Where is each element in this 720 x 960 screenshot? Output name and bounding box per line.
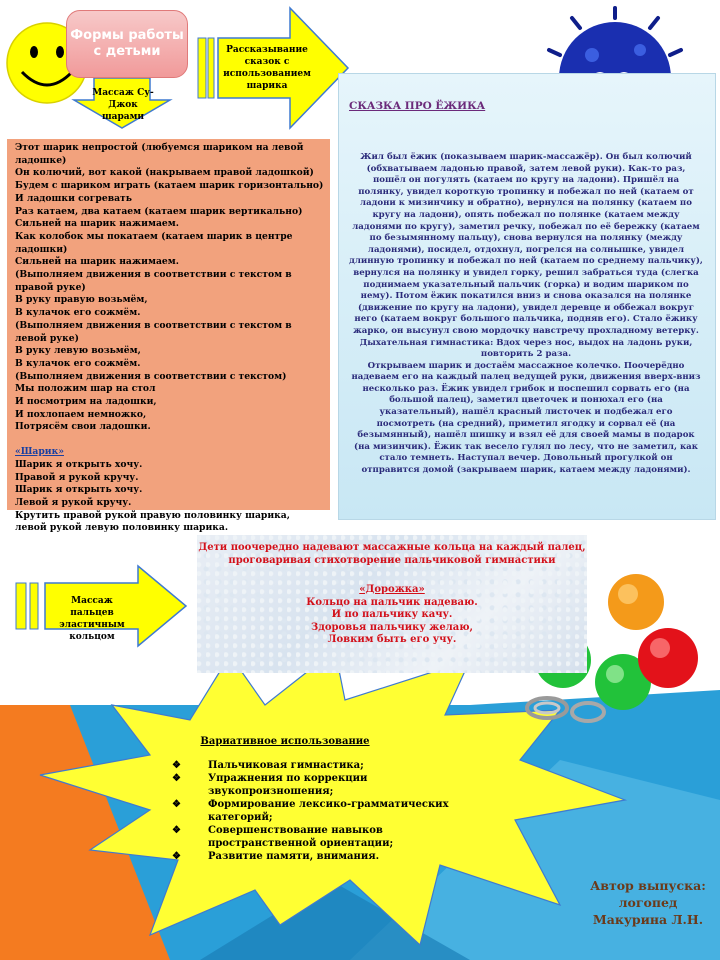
poem-line: Мы положим шар на стол [15, 383, 156, 395]
variative-item-text: Развитие памяти, внимания. [208, 851, 380, 862]
poem-line: Шарик я открыть хочу. [15, 458, 143, 470]
variative-item [170, 798, 450, 824]
variative-item-text: Формирование лексико-грамматических категорий; [208, 799, 449, 823]
poem-line: В кулачок его сожмём. [15, 357, 141, 369]
arrow-massage-label: Массаж Су-Джок шарами [92, 88, 154, 122]
arrow-story-label: Рассказывание сказок с использованием шарика [223, 45, 311, 91]
poem-line: Раз катаем, два катаем (катаем шарик вертикально) [15, 205, 303, 217]
poem-line: Сильней на шарик нажимаем. [15, 218, 179, 230]
variative-list [170, 759, 450, 863]
finger-poem-line: И по пальчику качу. [331, 609, 453, 620]
page-title [66, 10, 188, 78]
poem-line: Сильней на шарик нажимаем. [15, 256, 179, 268]
arrow-finger-stripe-1 [16, 583, 26, 629]
poem-line: (Выполняем движения в соответствии с текстом в правой руке) [15, 269, 292, 293]
diamond-bullet-icon: ❖ [172, 825, 181, 836]
finger-intro: Дети поочередно надевают массажные кольца на каждый палец, проговаривая стихотворение пальчиковой гимнастики [198, 542, 586, 566]
poem-line: (Выполняем движения в соответствии с текстом) [15, 370, 287, 382]
variative-item-text: Совершенствование навыков пространственной ориентации; [208, 825, 394, 849]
finger-poem-line: Ловким быть его учу. [327, 634, 457, 645]
poem-line: И ладошки согревать [15, 192, 132, 204]
variative-item-text: Пальчиковая гимнастика; [208, 760, 364, 771]
story-box [338, 73, 716, 520]
poem-line: (Выполняем движения в соответствии с текстом в левой руке) [15, 319, 292, 344]
variative-item [170, 772, 450, 798]
poem-lines-b [15, 459, 324, 535]
variative-item [170, 824, 450, 850]
finger-poem-line: Кольцо на пальчик надеваю. [306, 596, 478, 608]
poem-line: И похлопаем немножко, [15, 408, 147, 420]
poem-line: Как колобок мы покатаем (катаем шарик в центре ладошки) [15, 230, 293, 255]
massage-poem-box [7, 139, 330, 534]
variative-title: Вариативное использование [200, 736, 370, 747]
variative-item-text: Упражнения по коррекции звукопроизношения; [208, 773, 368, 797]
arrow-finger-stripe-2 [30, 583, 38, 629]
arrow-story-stripe-1 [198, 38, 206, 98]
story-paragraph: Жил был ёжик (показываем шарик-массажёр). Он был колючий (обхватываем ладонью правой, затем левой руки). Как-то раз, пошёл он погулять (катаем по кругу на ладони). Пришёл на полянку, увидел короткую тропинку и побежал по ней (катаем от ладони к мизинчику и обратно), вернулся на полянку (катаем по кругу на ладони), опять побежал по полянке (катаем между ладонями по кругу), заметил речку, побежал по её бережку (катаем по безымянному пальцу), снова вернулся на полянку (между ладонями), посидел, отдохнул, погрелся на солнышке, увидел длинную тропинку и побежал по ней (катаем по среднему пальчику), вернулся на полянку и увидел горку, решил забраться туда (слегка поднимаем указательный пальчик (горка) и водим шариком по нему). Потом ёжик покатился вниз и снова оказался на полянке (движение по кругу на ладони), увидел деревце и оббежал вокруг него (катаем вокруг большого пальчика, подняв его). Стало ёжику жарко, он высунул свою мордочку навстречу прохладному ветерку. [349, 152, 703, 336]
author-line-2: логопед [618, 895, 678, 910]
poem-lines-a [15, 142, 324, 434]
author-line-3: Макурина Л.Н. [592, 912, 704, 927]
poem-line: Крутить правой рукой правую половинку шарика, левой рукой левую половинку шарика. [15, 509, 290, 534]
poem-line: В кулачок его сожмём. [15, 307, 141, 319]
variative-item [170, 850, 450, 863]
poem-line: И посмотрим на ладошки, [15, 396, 157, 408]
author-block [583, 877, 713, 928]
story-paragraph: Дыхательная гимнастика: Вдох через нос, выдох на ладонь руки, повторить 2 раза. [359, 337, 693, 360]
poem-line: Левой я рукой кручу. [15, 496, 132, 508]
arrow-story-stripe-2 [208, 38, 214, 98]
poem-line: Будем с шариком играть (катаем шарик горизонтально) [15, 180, 324, 192]
poem-line: В руку правую возьмём, [15, 294, 148, 306]
poem-subtitle: «Шарик» [15, 446, 64, 458]
arrow-finger-label: Массаж пальцев эластичным кольцом [59, 596, 125, 642]
diamond-bullet-icon: ❖ [172, 851, 181, 862]
poem-line: Потрясём свои ладошки. [15, 421, 151, 433]
variative-use [170, 736, 450, 863]
poem-line: Этот шарик непростой (любуемся шариком на левой ладошке) [15, 142, 304, 166]
diamond-bullet-icon: ❖ [172, 799, 181, 810]
diamond-bullet-icon: ❖ [172, 773, 181, 784]
author-line-1: Автор выпуска: [590, 878, 706, 893]
poem-line: Шарик я открыть хочу. [15, 484, 143, 496]
story-title: СКАЗКА ПРО ЁЖИКА [349, 100, 486, 112]
finger-poem-lines [197, 597, 587, 647]
page-title-text: Формы работы с детьми [70, 28, 184, 59]
finger-poem-line: Здоровья пальчику желаю, [310, 621, 474, 633]
finger-poem-title: «Дорожка» [359, 584, 425, 595]
story-text [349, 152, 703, 477]
variative-item [170, 759, 450, 772]
story-paragraph: Открываем шарик и достаём массажное колечко. Поочерёдно надеваем его на каждый палец ведущей руки, движения вверх-вниз несколько раз. Ёжик увидел грибок и поспешил сорвать его (на большой палец), заметил цветочек и понюхал его (на указательный), нашёл красный листочек и подбежал его посмотреть (на средний), приметил ягодку и сорвал её (на безымянный), нашёл шишку и взял её для своей мамы в подарок (на мизинчик). Ёжик так весело гулял по лесу, что не заметил, как стало темнеть. Наступал вечер. Довольный прогулкой он отправится домой (закрываем шарик, катаем между ладонями). [351, 360, 701, 476]
diamond-bullet-icon: ❖ [172, 760, 181, 771]
poem-line: Он колючий, вот какой (накрываем правой ладошкой) [15, 167, 314, 179]
poem-line: Правой я рукой кручу. [15, 471, 139, 483]
poem-line: В руку левую возьмём, [15, 345, 141, 357]
finger-gymnastics-box [197, 535, 587, 673]
